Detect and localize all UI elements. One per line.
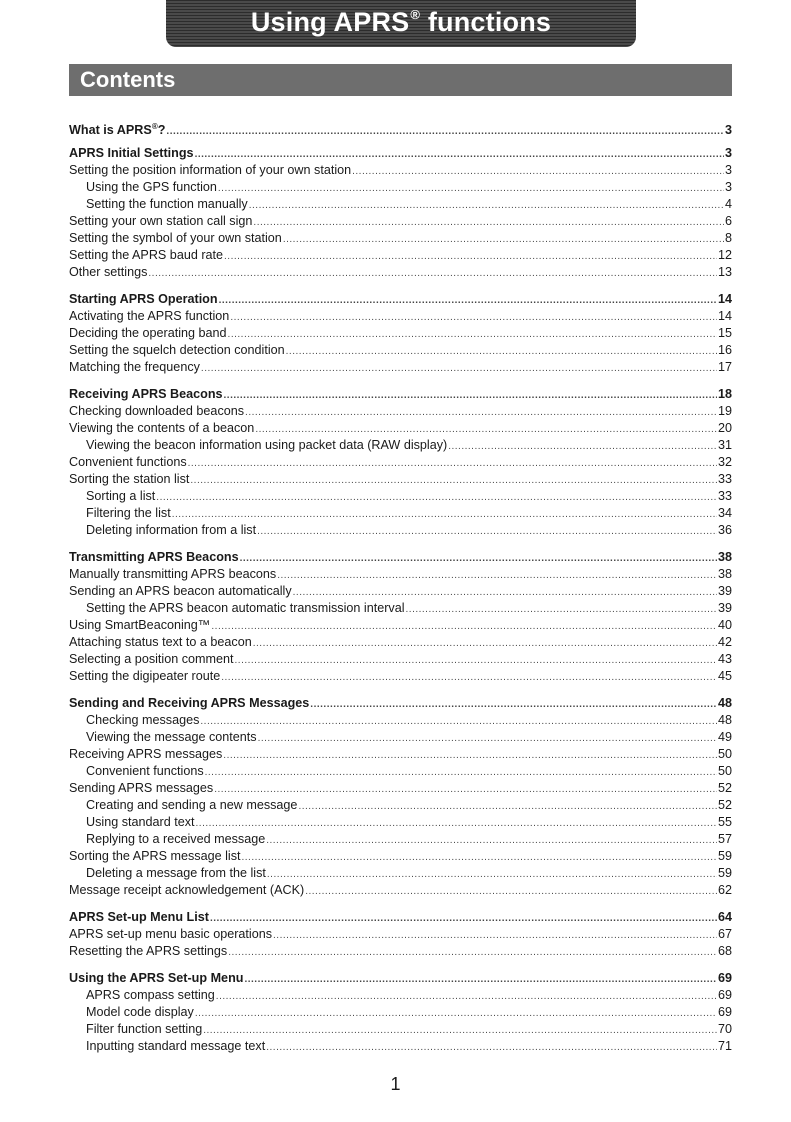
toc-entry[interactable] — [69, 617, 732, 634]
toc-page-number: 71 — [717, 1039, 732, 1053]
toc-page-number: 19 — [717, 404, 732, 418]
toc-entry-label — [86, 729, 257, 746]
table-of-contents — [69, 118, 732, 1065]
toc-entry-suffix: ? — [157, 123, 166, 137]
toc-entry-label — [69, 342, 285, 359]
dot-leader — [244, 971, 717, 988]
toc-entry-text: What is APRS — [69, 123, 152, 137]
dot-leader — [298, 798, 717, 815]
toc-page-number: 33 — [717, 489, 732, 503]
toc-entry-label — [69, 566, 276, 583]
toc-entry-text: Setting the digipeater route — [69, 669, 221, 683]
toc-entry-label — [69, 909, 209, 926]
toc-page-number: 68 — [717, 944, 732, 958]
toc-page-number: 52 — [717, 781, 732, 795]
dot-leader — [267, 866, 717, 883]
toc-page-number: 52 — [717, 798, 732, 812]
toc-entry-text: Deleting a message from the list — [86, 866, 266, 880]
page-number: 1 — [390, 1074, 401, 1094]
toc-entry[interactable] — [69, 848, 732, 865]
toc-page-number: 50 — [717, 764, 732, 778]
toc-entry-label — [69, 617, 210, 634]
toc-entry-label — [86, 1021, 202, 1038]
toc-entry[interactable] — [69, 454, 732, 471]
registered-mark: ® — [151, 122, 158, 131]
toc-entry-label — [69, 403, 244, 420]
toc-entry-text: Deleting information from a list — [86, 523, 257, 537]
toc-entry-text: Viewing the message contents — [86, 730, 257, 744]
toc-entry-label — [69, 882, 304, 899]
toc-entry-label — [69, 386, 223, 403]
toc-page-number: 39 — [717, 601, 732, 615]
page-title: Using APRS® functions — [250, 7, 552, 37]
toc-entry-label — [69, 695, 309, 712]
dot-leader — [228, 326, 717, 343]
toc-entry-text: Inputting standard message text — [86, 1039, 266, 1053]
dot-leader — [172, 506, 717, 523]
toc-page-number: 64 — [717, 910, 732, 924]
toc-entry-text: Setting the function manually — [86, 197, 248, 211]
title-banner — [166, 0, 636, 47]
dot-leader — [352, 163, 724, 180]
dot-leader — [224, 387, 717, 404]
toc-page-number: 6 — [724, 214, 732, 228]
toc-entry-text: Matching the frequency — [69, 360, 200, 374]
toc-entry-text: Using the GPS function — [86, 180, 217, 194]
toc-entry[interactable] — [69, 814, 732, 831]
toc-entry-label — [86, 600, 405, 617]
toc-entry-text: Receiving APRS Beacons — [69, 387, 223, 401]
toc-page-number: 17 — [717, 360, 732, 374]
dot-leader — [406, 601, 717, 618]
toc-entry[interactable] — [69, 712, 732, 729]
dot-leader — [249, 197, 724, 214]
toc-entry-text: APRS compass setting — [86, 988, 215, 1002]
toc-entry-text: Sorting the station list — [69, 472, 190, 486]
toc-heading-entry[interactable] — [69, 549, 732, 566]
toc-entry[interactable] — [69, 230, 732, 247]
dot-leader — [228, 944, 717, 961]
contents-heading-bar — [69, 64, 732, 96]
toc-entry[interactable] — [69, 780, 732, 797]
contents-heading: Contents — [80, 67, 176, 92]
toc-page-number: 42 — [717, 635, 732, 649]
toc-section — [69, 909, 732, 960]
dot-leader — [310, 696, 717, 713]
toc-entry[interactable] — [69, 1004, 732, 1021]
toc-entry-text: Filtering the list — [86, 506, 171, 520]
toc-entry-text: Manually transmitting APRS beacons — [69, 567, 277, 581]
dot-leader — [214, 781, 717, 798]
toc-entry-text: Setting the symbol of your own station — [69, 231, 282, 245]
toc-entry-text: Sorting a list — [86, 489, 156, 503]
toc-entry-label — [69, 780, 213, 797]
toc-section — [69, 970, 732, 1055]
toc-entry-label — [86, 196, 248, 213]
toc-heading-entry[interactable] — [69, 386, 732, 403]
registered-mark: ® — [410, 7, 421, 22]
toc-entry[interactable] — [69, 308, 732, 325]
toc-entry-label — [69, 634, 252, 651]
toc-page-number: 3 — [724, 180, 732, 194]
toc-entry-text: Using the APRS Set-up Menu — [69, 971, 244, 985]
toc-entry-label — [86, 505, 171, 522]
toc-entry-label — [69, 746, 222, 763]
toc-entry-label — [86, 1038, 265, 1055]
toc-page-number: 57 — [717, 832, 732, 846]
toc-page-number: 49 — [717, 730, 732, 744]
toc-entry[interactable] — [69, 403, 732, 420]
toc-page-number: 12 — [717, 248, 732, 262]
toc-entry-text: Using SmartBeaconing™ — [69, 618, 211, 632]
dot-leader — [253, 635, 717, 652]
toc-page-number: 13 — [717, 265, 732, 279]
toc-heading-entry[interactable] — [69, 145, 732, 162]
dot-leader — [283, 231, 724, 248]
dot-leader — [190, 472, 717, 489]
dot-leader — [201, 360, 717, 377]
toc-entry-text: Other settings — [69, 265, 148, 279]
toc-entry-label — [86, 831, 265, 848]
page-title-text: Using APRS — [250, 7, 410, 37]
toc-entry-label — [69, 308, 229, 325]
toc-entry-label — [86, 797, 297, 814]
toc-page-number: 8 — [724, 231, 732, 245]
dot-leader — [224, 248, 717, 265]
dot-leader — [216, 988, 717, 1005]
toc-entry-text: Creating and sending a new message — [86, 798, 298, 812]
toc-page-number: 59 — [717, 849, 732, 863]
toc-entry[interactable] — [69, 634, 732, 651]
toc-entry-label — [86, 712, 199, 729]
toc-entry-label — [69, 291, 218, 308]
toc-entry-text: Checking messages — [86, 713, 200, 727]
toc-page-number: 4 — [724, 197, 732, 211]
toc-entry-label — [86, 488, 155, 505]
dot-leader — [448, 438, 717, 455]
toc-entry-label — [86, 522, 256, 539]
toc-entry[interactable] — [69, 522, 732, 539]
toc-entry-label — [86, 987, 215, 1004]
toc-page-number: 33 — [717, 472, 732, 486]
dot-leader — [266, 1039, 717, 1056]
toc-entry-label — [69, 213, 252, 230]
dot-leader — [188, 455, 717, 472]
toc-entry-text: Setting the squelch detection condition — [69, 343, 285, 357]
toc-entry[interactable] — [69, 325, 732, 342]
dot-leader — [166, 123, 724, 140]
toc-entry-label — [69, 943, 227, 960]
toc-page-number: 14 — [717, 292, 732, 306]
toc-page-number: 70 — [717, 1022, 732, 1036]
toc-entry-text: Sending APRS messages — [69, 781, 214, 795]
toc-section — [69, 291, 732, 376]
toc-entry[interactable] — [69, 247, 732, 264]
dot-leader — [245, 404, 717, 421]
toc-entry[interactable] — [69, 179, 732, 196]
dot-leader — [305, 883, 717, 900]
toc-heading-entry[interactable] — [69, 118, 732, 135]
toc-entry-text: Receiving APRS messages — [69, 747, 223, 761]
dot-leader — [230, 309, 717, 326]
toc-entry-label — [69, 848, 241, 865]
toc-entry-text: Using standard text — [86, 815, 195, 829]
toc-entry-label — [69, 325, 227, 342]
toc-page-number: 38 — [717, 567, 732, 581]
toc-entry[interactable] — [69, 264, 732, 281]
toc-page-number: 69 — [717, 988, 732, 1002]
toc-entry[interactable] — [69, 651, 732, 668]
toc-page-number: 15 — [717, 326, 732, 340]
dot-leader — [200, 713, 717, 730]
toc-entry[interactable] — [69, 566, 732, 583]
dot-leader — [253, 214, 724, 231]
toc-entry-label — [69, 145, 194, 162]
toc-entry-label — [86, 437, 447, 454]
toc-entry[interactable] — [69, 668, 732, 685]
toc-section — [69, 386, 732, 539]
toc-entry[interactable] — [69, 1021, 732, 1038]
toc-entry[interactable] — [69, 746, 732, 763]
toc-entry[interactable] — [69, 797, 732, 814]
toc-section — [69, 695, 732, 899]
toc-entry-label — [86, 179, 217, 196]
toc-entry-text: Sending an APRS beacon automatically — [69, 584, 292, 598]
toc-entry-label — [69, 264, 147, 281]
toc-entry-text: Setting the APRS baud rate — [69, 248, 224, 262]
toc-entry-text: Selecting a position comment — [69, 652, 234, 666]
toc-entry[interactable] — [69, 471, 732, 488]
toc-entry[interactable] — [69, 488, 732, 505]
toc-entry-text: Viewing the beacon information using packet data (RAW display) — [86, 438, 448, 452]
toc-entry-text: Setting your own station call sign — [69, 214, 253, 228]
toc-heading-entry[interactable] — [69, 291, 732, 308]
toc-entry-label — [69, 970, 243, 987]
toc-page-number: 69 — [717, 971, 732, 985]
toc-page-number: 18 — [717, 387, 732, 401]
toc-entry-label — [69, 359, 200, 376]
toc-page-number: 50 — [717, 747, 732, 761]
toc-entry[interactable] — [69, 865, 732, 882]
toc-entry-label — [69, 420, 254, 437]
dot-leader — [196, 815, 717, 832]
toc-page-number: 40 — [717, 618, 732, 632]
toc-entry-label — [69, 549, 239, 566]
toc-entry-text: Setting the APRS beacon automatic transmission interval — [86, 601, 405, 615]
dot-leader — [255, 421, 717, 438]
toc-entry-text: Sorting the APRS message list — [69, 849, 241, 863]
toc-section — [69, 118, 732, 135]
toc-entry-text: Checking downloaded beacons — [69, 404, 245, 418]
toc-page-number: 48 — [717, 713, 732, 727]
toc-entry-text: Model code display — [86, 1005, 194, 1019]
toc-page-number: 3 — [724, 163, 732, 177]
toc-entry-label — [69, 651, 234, 668]
toc-entry-text: APRS Set-up Menu List — [69, 910, 209, 924]
toc-entry-text: Filter function setting — [86, 1022, 203, 1036]
toc-entry-text: Sending and Receiving APRS Messages — [69, 696, 310, 710]
toc-entry-label — [69, 471, 189, 488]
toc-entry[interactable] — [69, 1038, 732, 1055]
toc-entry-label — [69, 668, 220, 685]
toc-entry[interactable] — [69, 763, 732, 780]
toc-entry-text: APRS Initial Settings — [69, 146, 194, 160]
toc-page-number: 55 — [717, 815, 732, 829]
toc-entry-text: Convenient functions — [86, 764, 204, 778]
toc-entry-text: Starting APRS Operation — [69, 292, 218, 306]
dot-leader — [210, 910, 717, 927]
dot-leader — [235, 652, 717, 669]
dot-leader — [195, 1005, 717, 1022]
toc-entry-text: APRS set-up menu basic operations — [69, 927, 273, 941]
toc-entry[interactable] — [69, 437, 732, 454]
toc-heading-entry[interactable] — [69, 970, 732, 987]
toc-section — [69, 549, 732, 685]
toc-page-number: 59 — [717, 866, 732, 880]
toc-entry-label — [86, 763, 204, 780]
toc-entry[interactable] — [69, 926, 732, 943]
toc-entry[interactable] — [69, 987, 732, 1004]
toc-page-number: 20 — [717, 421, 732, 435]
dot-leader — [203, 1022, 717, 1039]
toc-entry[interactable] — [69, 583, 732, 600]
dot-leader — [211, 618, 717, 635]
toc-page-number: 45 — [717, 669, 732, 683]
toc-entry-label — [69, 454, 187, 471]
toc-entry-text: Viewing the contents of a beacon — [69, 421, 255, 435]
toc-page-number: 31 — [717, 438, 732, 452]
toc-entry-label — [69, 230, 282, 247]
toc-entry-label — [69, 118, 165, 139]
toc-page-number: 48 — [717, 696, 732, 710]
toc-page-number: 43 — [717, 652, 732, 666]
dot-leader — [195, 146, 724, 163]
dot-leader — [277, 567, 717, 584]
dot-leader — [293, 584, 717, 601]
toc-entry-text: Transmitting APRS Beacons — [69, 550, 239, 564]
toc-entry-text: Replying to a received message — [86, 832, 266, 846]
dot-leader — [273, 927, 717, 944]
dot-leader — [286, 343, 717, 360]
toc-page-number: 3 — [724, 123, 732, 137]
toc-entry-label — [69, 162, 351, 179]
toc-entry[interactable] — [69, 831, 732, 848]
toc-page-number: 67 — [717, 927, 732, 941]
toc-entry[interactable] — [69, 342, 732, 359]
toc-entry[interactable] — [69, 213, 732, 230]
toc-entry[interactable] — [69, 729, 732, 746]
toc-page-number: 36 — [717, 523, 732, 537]
toc-entry-text: Activating the APRS function — [69, 309, 230, 323]
toc-heading-entry[interactable] — [69, 695, 732, 712]
dot-leader — [218, 180, 724, 197]
toc-entry-text: Convenient functions — [69, 455, 187, 469]
toc-heading-entry[interactable] — [69, 909, 732, 926]
toc-entry-label — [69, 926, 272, 943]
toc-entry-label — [86, 865, 266, 882]
toc-section — [69, 145, 732, 281]
toc-entry[interactable] — [69, 420, 732, 437]
toc-entry[interactable] — [69, 359, 732, 376]
toc-entry-label — [69, 583, 292, 600]
dot-leader — [221, 669, 717, 686]
toc-entry-text: Message receipt acknowledgement (ACK) — [69, 883, 305, 897]
toc-entry-text: Attaching status text to a beacon — [69, 635, 252, 649]
dot-leader — [148, 265, 717, 282]
toc-entry-label — [86, 814, 195, 831]
dot-leader — [156, 489, 717, 506]
toc-page-number: 69 — [717, 1005, 732, 1019]
dot-leader — [240, 550, 717, 567]
toc-entry[interactable] — [69, 505, 732, 522]
toc-entry[interactable] — [69, 882, 732, 899]
dot-leader — [219, 292, 717, 309]
toc-page-number: 16 — [717, 343, 732, 357]
toc-entry-text: Resetting the APRS settings — [69, 944, 228, 958]
toc-page-number: 32 — [717, 455, 732, 469]
toc-page-number: 3 — [724, 146, 732, 160]
toc-entry-text: Setting the position information of your own station — [69, 163, 352, 177]
dot-leader — [242, 849, 717, 866]
toc-entry-text: Deciding the operating band — [69, 326, 227, 340]
dot-leader — [257, 523, 717, 540]
toc-page-number: 38 — [717, 550, 732, 564]
dot-leader — [223, 747, 717, 764]
toc-entry[interactable] — [69, 943, 732, 960]
dot-leader — [258, 730, 717, 747]
toc-entry[interactable] — [69, 196, 732, 213]
toc-page-number: 62 — [717, 883, 732, 897]
toc-page-number: 14 — [717, 309, 732, 323]
toc-page-number: 39 — [717, 584, 732, 598]
toc-entry[interactable] — [69, 600, 732, 617]
toc-entry[interactable] — [69, 162, 732, 179]
toc-entry-label — [86, 1004, 194, 1021]
dot-leader — [266, 832, 717, 849]
toc-page-number: 34 — [717, 506, 732, 520]
dot-leader — [205, 764, 717, 781]
toc-entry-label — [69, 247, 223, 264]
